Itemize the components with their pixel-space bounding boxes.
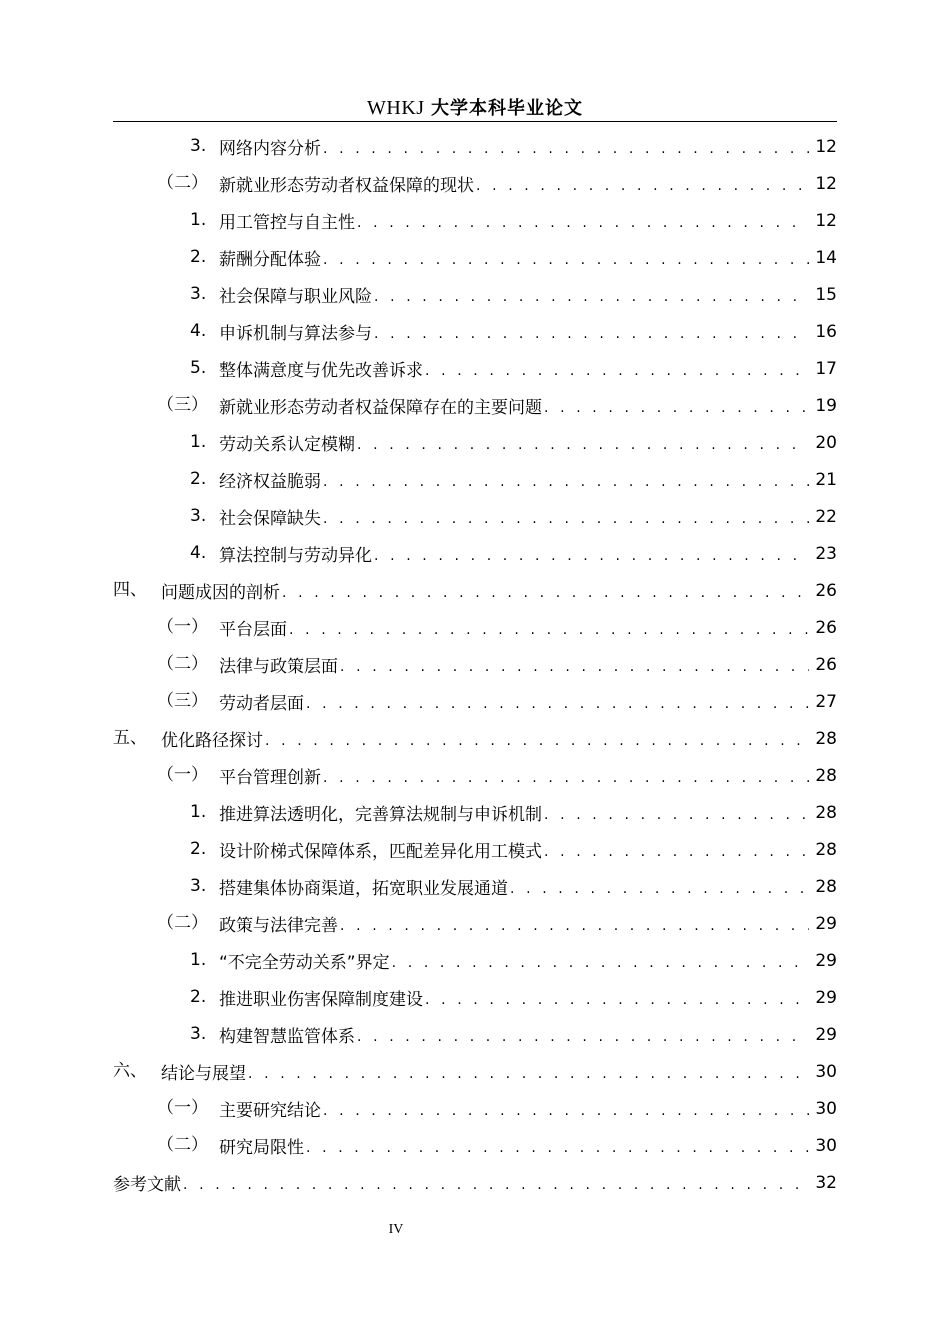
toc-dot-leader xyxy=(357,437,809,453)
toc-entry[interactable] xyxy=(113,683,837,720)
toc-entry-number: （三） xyxy=(157,395,208,415)
toc-dot-leader xyxy=(374,548,809,564)
toc-entry-number: （二） xyxy=(157,654,208,674)
toc-entry-number: （二） xyxy=(157,913,208,933)
toc-entry-page: 29 xyxy=(815,987,837,1008)
toc-entry-title: 社会保障缺失 xyxy=(219,509,321,529)
toc-entry-number: 1. xyxy=(190,210,207,230)
toc-entry[interactable] xyxy=(113,942,837,979)
toc-dot-leader xyxy=(323,1103,809,1119)
toc-entry-page: 19 xyxy=(815,395,837,416)
header-school-code: WHKJ xyxy=(367,97,425,119)
toc-entry-number: 5. xyxy=(190,358,207,378)
toc-dot-leader xyxy=(289,622,809,638)
toc-entry-title: 用工管控与自主性 xyxy=(219,213,355,233)
toc-dot-leader xyxy=(544,807,809,823)
toc-entry[interactable] xyxy=(113,1053,837,1090)
toc-entry-number: 3. xyxy=(190,876,207,896)
toc-entry-page: 17 xyxy=(815,358,837,379)
toc-entry-page: 26 xyxy=(815,617,837,638)
toc-entry-title: 新就业形态劳动者权益保障的现状 xyxy=(219,176,474,196)
toc-entry-page: 28 xyxy=(815,876,837,897)
toc-entry[interactable] xyxy=(113,239,837,276)
toc-entry-title: 政策与法律完善 xyxy=(219,916,338,936)
toc-entry-page: 28 xyxy=(815,802,837,823)
toc-entry-number: 4. xyxy=(190,543,207,563)
toc-entry-page: 12 xyxy=(815,210,837,231)
toc-entry-number: 六、 xyxy=(113,1061,147,1081)
toc-entry-title: 申诉机制与算法参与 xyxy=(219,324,372,344)
toc-dot-leader xyxy=(306,696,809,712)
toc-dot-leader xyxy=(476,178,809,194)
toc-entry-title: 劳动关系认定模糊 xyxy=(219,435,355,455)
toc-entry-title: 社会保障与职业风险 xyxy=(219,287,372,307)
toc-entry-page: 26 xyxy=(815,580,837,601)
toc-entry[interactable] xyxy=(113,350,837,387)
toc-entry-title: 构建智慧监管体系 xyxy=(219,1027,355,1047)
toc-dot-leader xyxy=(282,585,809,601)
toc-entry-line xyxy=(219,165,837,202)
toc-entry-line xyxy=(219,313,837,350)
toc-entry[interactable] xyxy=(113,313,837,350)
toc-dot-leader xyxy=(183,1177,809,1193)
toc-entry-number: 3. xyxy=(190,1024,207,1044)
toc-dot-leader xyxy=(544,400,809,416)
toc-entry-title: 算法控制与劳动异化 xyxy=(219,546,372,566)
toc-entry-line xyxy=(219,905,837,942)
toc-dot-leader xyxy=(265,733,809,749)
toc-entry-title: “不完全劳动关系”界定 xyxy=(219,953,390,973)
toc-dot-leader xyxy=(306,1140,809,1156)
toc-entry-number: 1. xyxy=(190,950,207,970)
toc-entry-line xyxy=(219,535,837,572)
toc-dot-leader xyxy=(425,363,809,379)
toc-entry[interactable] xyxy=(113,572,837,609)
header-document-type: 大学本科毕业论文 xyxy=(430,98,583,119)
toc-entry-number: 4. xyxy=(190,321,207,341)
toc-entry-number: 2. xyxy=(190,469,207,489)
toc-entry-line xyxy=(219,128,837,165)
toc-entry[interactable] xyxy=(113,1127,837,1164)
toc-entry-number: （三） xyxy=(157,691,208,711)
toc-entry-title: 推进算法透明化，完善算法规制与申诉机制 xyxy=(219,805,542,825)
toc-dot-leader xyxy=(323,474,809,490)
toc-entry-page: 29 xyxy=(815,913,837,934)
toc-entry-page: 14 xyxy=(815,247,837,268)
toc-entry-title: 研究局限性 xyxy=(219,1138,304,1158)
toc-entry-number: 1. xyxy=(190,432,207,452)
toc-entry-title: 推进职业伤害保障制度建设 xyxy=(219,990,423,1010)
toc-entry-line xyxy=(219,498,837,535)
toc-entry-page: 30 xyxy=(815,1135,837,1156)
toc-dot-leader xyxy=(544,844,809,860)
toc-entry-title: 网络内容分析 xyxy=(219,139,321,159)
toc-entry-number: 3. xyxy=(190,506,207,526)
toc-entry-title: 平台层面 xyxy=(219,620,287,640)
toc-entry-title: 搭建集体协商渠道，拓宽职业发展通道 xyxy=(219,879,508,899)
toc-dot-leader xyxy=(323,511,809,527)
toc-entry[interactable] xyxy=(113,1090,837,1127)
toc-entry-page: 28 xyxy=(815,728,837,749)
toc-entry-title: 优化路径探讨 xyxy=(161,731,263,751)
toc-entry[interactable] xyxy=(113,609,837,646)
toc-entry-number: （二） xyxy=(157,173,208,193)
toc-entry[interactable] xyxy=(113,202,837,239)
running-header xyxy=(113,92,837,122)
toc-entry-page: 29 xyxy=(815,1024,837,1045)
toc-entry[interactable] xyxy=(113,831,837,868)
toc-entry-page: 32 xyxy=(815,1172,837,1193)
toc-dot-leader xyxy=(425,992,809,1008)
toc-entry-page: 20 xyxy=(815,432,837,453)
toc-entry-number: 五、 xyxy=(113,728,147,748)
toc-entry-title: 劳动者层面 xyxy=(219,694,304,714)
toc-entry-page: 26 xyxy=(815,654,837,675)
toc-entry[interactable] xyxy=(113,720,837,757)
toc-dot-leader xyxy=(392,955,809,971)
toc-entry-line xyxy=(161,720,837,757)
toc-entry-page: 30 xyxy=(815,1061,837,1082)
toc-entry-line xyxy=(219,831,837,868)
toc-entry-page: 28 xyxy=(815,765,837,786)
toc-entry-title: 薪酬分配体验 xyxy=(219,250,321,270)
toc-entry-number: （一） xyxy=(157,617,208,637)
toc-entry-page: 29 xyxy=(815,950,837,971)
toc-entry-number: 四、 xyxy=(113,580,147,600)
toc-entry-line xyxy=(219,350,837,387)
toc-entry-title: 新就业形态劳动者权益保障存在的主要问题 xyxy=(219,398,542,418)
toc-entry-number: （一） xyxy=(157,765,208,785)
header-rule xyxy=(113,121,837,122)
toc-entry-title: 参考文献 xyxy=(113,1175,181,1195)
toc-entry-number: （二） xyxy=(157,1135,208,1155)
toc-entry-page: 21 xyxy=(815,469,837,490)
toc-entry[interactable] xyxy=(113,128,837,165)
toc-entry-page: 22 xyxy=(815,506,837,527)
toc-entry-title: 设计阶梯式保障体系，匹配差异化用工模式 xyxy=(219,842,542,862)
toc-entry-line xyxy=(161,572,837,609)
toc-dot-leader xyxy=(340,659,809,675)
toc-entry[interactable] xyxy=(113,1016,837,1053)
toc-entry[interactable] xyxy=(113,868,837,905)
toc-entry[interactable] xyxy=(113,461,837,498)
toc-entry[interactable] xyxy=(113,646,837,683)
toc-entry-number: （一） xyxy=(157,1098,208,1118)
toc-entry-number: 2. xyxy=(190,987,207,1007)
toc-entry-page: 27 xyxy=(815,691,837,712)
toc-entry-title: 结论与展望 xyxy=(161,1064,246,1084)
toc-dot-leader xyxy=(323,141,809,157)
toc-entry-line xyxy=(219,683,837,720)
toc-entry-line xyxy=(219,868,837,905)
toc-entry-line xyxy=(219,757,837,794)
toc-entry-line xyxy=(219,1090,837,1127)
toc-entry[interactable] xyxy=(113,498,837,535)
toc-entry-line xyxy=(219,202,837,239)
toc-entry-line xyxy=(219,942,837,979)
page-number: IV xyxy=(388,1222,404,1237)
toc-entry[interactable] xyxy=(113,535,837,572)
toc-entry-title: 问题成因的剖析 xyxy=(161,583,280,603)
toc-entry-page: 23 xyxy=(815,543,837,564)
toc-entry-line xyxy=(219,609,837,646)
toc-entry-number: 2. xyxy=(190,839,207,859)
toc-dot-leader xyxy=(357,215,809,231)
toc-entry-line xyxy=(219,1127,837,1164)
toc-entry-line xyxy=(161,1053,837,1090)
toc-entry[interactable] xyxy=(113,1164,837,1201)
toc-entry[interactable] xyxy=(113,757,837,794)
toc-dot-leader xyxy=(374,289,809,305)
toc-dot-leader xyxy=(248,1066,809,1082)
toc-entry-line xyxy=(219,979,837,1016)
toc-entry-number: 2. xyxy=(190,247,207,267)
toc-entry-line xyxy=(219,461,837,498)
toc-dot-leader xyxy=(323,252,809,268)
toc-entry[interactable] xyxy=(113,165,837,202)
toc-entry-line xyxy=(219,794,837,831)
toc-entry-page: 30 xyxy=(815,1098,837,1119)
toc-entry-title: 主要研究结论 xyxy=(219,1101,321,1121)
toc-entry[interactable] xyxy=(113,276,837,313)
toc-dot-leader xyxy=(510,881,809,897)
toc-entry[interactable] xyxy=(113,794,837,831)
toc-entry-title: 平台管理创新 xyxy=(219,768,321,788)
toc-entry-title: 法律与政策层面 xyxy=(219,657,338,677)
toc-entry-page: 28 xyxy=(815,839,837,860)
toc-entry-page: 16 xyxy=(815,321,837,342)
toc-entry[interactable] xyxy=(113,979,837,1016)
toc-entry-number: 3. xyxy=(190,284,207,304)
table-of-contents xyxy=(113,128,837,1201)
toc-entry-page: 12 xyxy=(815,136,837,157)
toc-dot-leader xyxy=(340,918,809,934)
toc-entry-number: 3. xyxy=(190,136,207,156)
toc-dot-leader xyxy=(357,1029,809,1045)
toc-entry-number: 1. xyxy=(190,802,207,822)
toc-entry-page: 12 xyxy=(815,173,837,194)
toc-entry-line xyxy=(219,646,837,683)
toc-entry-title: 经济权益脆弱 xyxy=(219,472,321,492)
toc-dot-leader xyxy=(323,770,809,786)
toc-entry-line xyxy=(219,387,837,424)
toc-entry-line xyxy=(219,1016,837,1053)
toc-entry[interactable] xyxy=(113,387,837,424)
toc-entry-line xyxy=(219,424,837,461)
toc-entry-line xyxy=(113,1164,837,1201)
toc-entry-title: 整体满意度与优先改善诉求 xyxy=(219,361,423,381)
toc-entry[interactable] xyxy=(113,424,837,461)
toc-entry-page: 15 xyxy=(815,284,837,305)
toc-dot-leader xyxy=(374,326,809,342)
toc-entry-line xyxy=(219,276,837,313)
toc-entry[interactable] xyxy=(113,905,837,942)
toc-entry-line xyxy=(219,239,837,276)
